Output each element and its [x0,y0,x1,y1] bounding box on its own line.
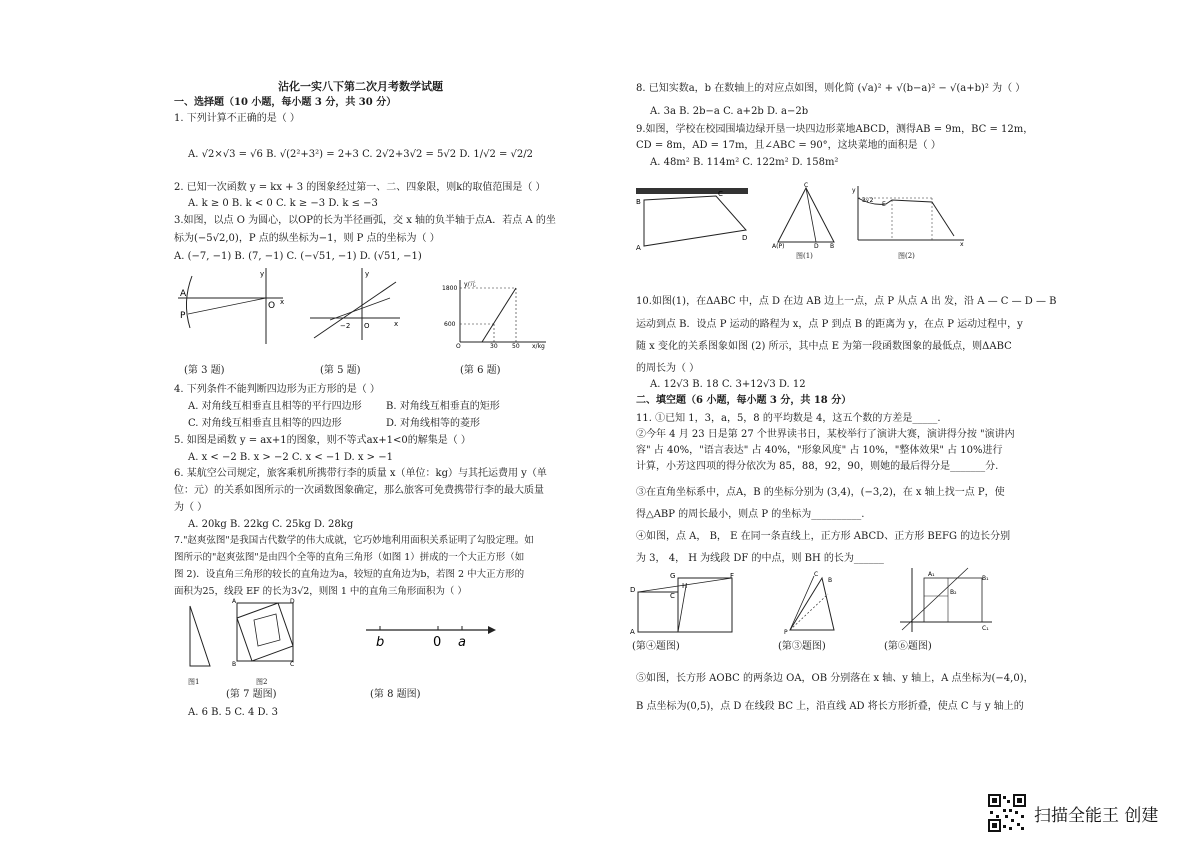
svg-text:3√2: 3√2 [862,197,874,204]
svg-text:B: B [232,661,237,668]
svg-text:B₂: B₂ [950,589,957,596]
q7-line2: 图所示的"赵爽弦图"是由四个全等的直角三角形（如图 1）拼成的一个大正方形（如 [174,552,525,563]
svg-text:C: C [670,592,675,600]
qr-code-icon [988,794,1026,832]
svg-text:y: y [260,270,265,278]
svg-text:A: A [232,598,237,605]
q11-part5-line1: ⑤如图，长方形 AOBC 的两条边 OA，OB 分别落在 x 轴、y 轴上，A 点坐标为(−4,0)， [636,673,1034,684]
q5-figure [310,268,400,340]
q10-figure2-graph [852,184,968,248]
svg-text:E: E [882,201,886,208]
svg-text:B: B [830,243,835,250]
svg-text:−2: −2 [340,322,351,330]
q1-options: A. √2×√3 = √6 B. √(2²+3²) = 2+3 C. 2√2+3√2 = 5√2 D. 1/√2 = √2/2 [188,149,534,160]
svg-text:y: y [365,270,370,278]
q11-part2-line2: 容" 占 40%，"语言表达" 占 40%，"形象风度" 占 10%，"整体效果" 占 10%进行 [636,445,1003,456]
q7-line3: 图 2)．设直角三角形的较长的直角边为a，较短的直角边为b，若图 2 中大正方形的 [174,569,525,580]
svg-text:O: O [364,322,370,330]
svg-text:A: A [630,628,635,636]
svg-text:P: P [180,311,186,321]
svg-text:x: x [394,320,399,328]
scanner-watermark [988,794,1158,832]
q6-line2: 位：元）的关系如图所示的一次函数图象确定，那么旅客可免费携带行李的最大质量 [174,485,544,496]
q3-fig-caption: (第 3 题) [184,365,225,376]
svg-text:y: y [852,187,856,194]
q9-line1: 9.如图，学校在校园围墙边绿开垦一块四边形菜地ABCD，测得AB = 9m，BC = 12m， [636,124,1034,135]
q11-part3-line2: 得△ABP 的周长最小，则点 P 的坐标为__________. [636,509,865,520]
q6-fig-caption: (第 6 题) [460,365,501,376]
q4-option-b: B. 对角线互相垂直的矩形 [386,401,500,412]
q11-fig6-caption: (第⑥题图) [884,641,932,652]
svg-text:A: A [636,244,641,252]
svg-text:H: H [682,582,688,590]
q11-part3-line1: ③在直角坐标系中，点A，B 的坐标分别为 (3,4)，(−3,2)，在 x 轴上找一点 P，使 [636,487,1005,498]
q7-options: A. 6 B. 5 C. 4 D. 3 [188,707,278,718]
q11-part4-line2: 为 3， 4， H 为线段 DF 的中点，则 BH 的长为______ [636,553,884,564]
section-fill-heading: 二、填空题（6 小题，每小题 3 分，共 18 分） [636,395,852,406]
watermark-text: 扫描全能王 创建 [1034,805,1159,826]
svg-text:B: B [636,198,641,206]
q10-line3: 随 x 变化的关系图象如图 (2) 所示，其中点 E 为第一段函数图象的最低点，则ΔABC [636,341,1012,352]
q11-fig3-triangle [784,568,838,634]
q8-fig-caption: (第 8 题图) [370,689,421,700]
q11-fig3-caption: (第③题图) [778,641,826,652]
q10-line1: 10.如图(1)，在ΔABC 中，点 D 在边 AB 边上一点，点 P 从点 A 出 发，沿 A — C — D — B [636,296,1057,307]
q6-figure [442,280,552,348]
svg-text:1800: 1800 [442,285,458,292]
q4-stem: 4. 下列条件不能判断四边形为正方形的是（ ） [174,384,380,395]
svg-text:B: B [828,577,833,584]
svg-text:C: C [814,571,819,578]
q11-part2-line3: 计算，小芳这四项的得分依次为 85，88，92，90，则她的最后得分是_______分. [636,461,999,472]
svg-text:G: G [670,572,676,580]
q2-stem: 2. 已知一次函数 y = kx + 3 的图象经过第一、二、四象限，则k的取值范围是（ ） [174,182,546,193]
q10-fig1-label: 图(1) [796,252,813,260]
svg-text:30: 30 [490,343,498,350]
q1-stem: 1. 下列计算不正确的是（ ） [174,113,300,124]
svg-text:O: O [268,301,276,311]
q10-line2: 运动到点 B．设点 P 运动的路程为 x，点 P 到点 B 的距离为 y，在点 P 运动过程中，y [636,319,1023,330]
svg-text:D: D [814,243,819,250]
section-choice-heading: 一、选择题（10 小题，每小题 3 分，共 30 分） [174,97,397,108]
q7-fig1-label: 图1 [188,678,200,686]
q3-options: A. (−7, −1) B. (7, −1) C. (−√51, −1) D. (√51, −1) [174,251,422,262]
q11-fig6-graph [898,566,994,632]
svg-text:D: D [630,586,636,594]
q8-number-line [366,622,496,650]
q6-options: A. 20kg B. 22kg C. 25kg D. 28kg [188,519,354,530]
q11-fig4-squares [630,572,736,636]
q8-stem: 8. 已知实数a，b 在数轴上的对应点如图，则化简 (√a)² + √(b−a)² − √(a+b)² 为（ ） [636,83,1026,94]
svg-text:a: a [458,635,466,650]
q10-options: A. 12√3 B. 18 C. 3+12√3 D. 12 [650,379,806,390]
q11-part2-line1: ②今年 4 月 23 日是第 27 个世界读书日，某校举行了演讲大赛，演讲得分按 "演讲内 [636,429,1015,440]
svg-text:b: b [376,635,385,650]
q3-line2: 标为(−5√2,0)，P 点的纵坐标为−1，则 P 点的坐标为（ ） [174,233,440,244]
svg-text:B₁: B₁ [982,575,989,582]
q4-option-a: A. 对角线互相垂直且相等的平行四边形 [188,401,362,412]
svg-text:C₁: C₁ [982,625,989,632]
svg-text:x/kg: x/kg [532,343,545,350]
q11-fig4-caption: (第④题图) [632,641,680,652]
q5-stem: 5. 如图是函数 y = ax+1的图象，则不等式ax+1<0的解集是（ ） [174,435,471,446]
svg-text:C: C [718,190,723,198]
svg-text:0: 0 [433,635,442,650]
q2-options: A. k ≥ 0 B. k < 0 C. k ≥ −3 D. k ≤ −3 [188,198,378,209]
q5-options: A. x < −2 B. x > −2 C. x < −1 D. x > −1 [188,452,393,463]
svg-text:O: O [456,343,461,350]
q9-line2: CD = 8m，AD = 17m，且∠ABC = 90°，这块菜地的面积是（ ） [636,140,941,151]
q7-figure1-triangle [184,604,214,674]
q8-options: A. 3a B. 2b−a C. a+2b D. a−2b [650,106,809,117]
svg-text:A₁: A₁ [928,571,935,578]
svg-text:F: F [730,572,735,580]
q10-line4: 的周长为（ ） [636,363,700,374]
q4-option-d: D. 对角线相等的菱形 [386,418,481,429]
q11-part1: 11. ①已知 1，3，a，5，8 的平均数是 4，这五个数的方差是_____. [636,413,941,424]
svg-text:A(P): A(P) [772,243,785,250]
q3-line1: 3.如图，以点 O 为圆心，以OP的长为半径画弧，交 x 轴的负半轴于点A．若点 A 的坐 [174,215,556,226]
q5-fig-caption: (第 5 题) [320,365,361,376]
q7-figure2-square [234,600,296,666]
svg-text:C: C [804,182,809,189]
q9-options: A. 48m² B. 114m² C. 122m² D. 158m² [650,157,839,168]
q4-option-c: C. 对角线互相垂直且相等的四边形 [188,418,342,429]
svg-text:D: D [742,234,748,242]
q6-line1: 6. 某航空公司规定，旅客乘机所携带行李的质量 x（单位：kg）与其托运费用 y（单 [174,468,547,479]
q11-part5-line2: B 点坐标为(0,5)，点 D 在线段 BC 上，沿直线 AD 将长方形折叠，使点 C 与 y 轴上的 [636,701,1024,712]
q10-figure1-triangle [772,184,842,248]
svg-text:D: D [290,598,295,605]
q3-figure [178,266,288,346]
q6-line3: 为（ ） [174,502,208,513]
q7-line4: 面积为25，线段 EF 的长为3√2，则图 1 中的直角三角形面积为（ ） [174,586,467,597]
q7-line1: 7."赵爽弦图"是我国古代数学的伟大成就，它巧妙地利用面积关系证明了勾股定理。如 [174,535,534,546]
svg-text:C: C [290,661,295,668]
exam-title: 沾化一实八下第二次月考数学试题 [278,80,443,93]
q11-part4-line1: ④如图，点 A， B， E 在同一条直线上，正方形 ABCD、正方形 BEFG 的边长分别 [636,531,1011,542]
svg-text:50: 50 [512,343,520,350]
q9-figure [636,186,756,252]
q7-fig-caption: (第 7 题图) [226,689,277,700]
svg-text:x: x [280,298,285,306]
svg-text:600: 600 [444,321,456,328]
q7-fig2-label: 图2 [256,678,268,686]
q10-fig2-label: 图(2) [898,252,915,260]
svg-text:y/元: y/元 [464,281,476,288]
svg-text:x: x [960,241,964,248]
svg-text:A: A [180,289,187,299]
svg-text:P: P [784,629,788,636]
